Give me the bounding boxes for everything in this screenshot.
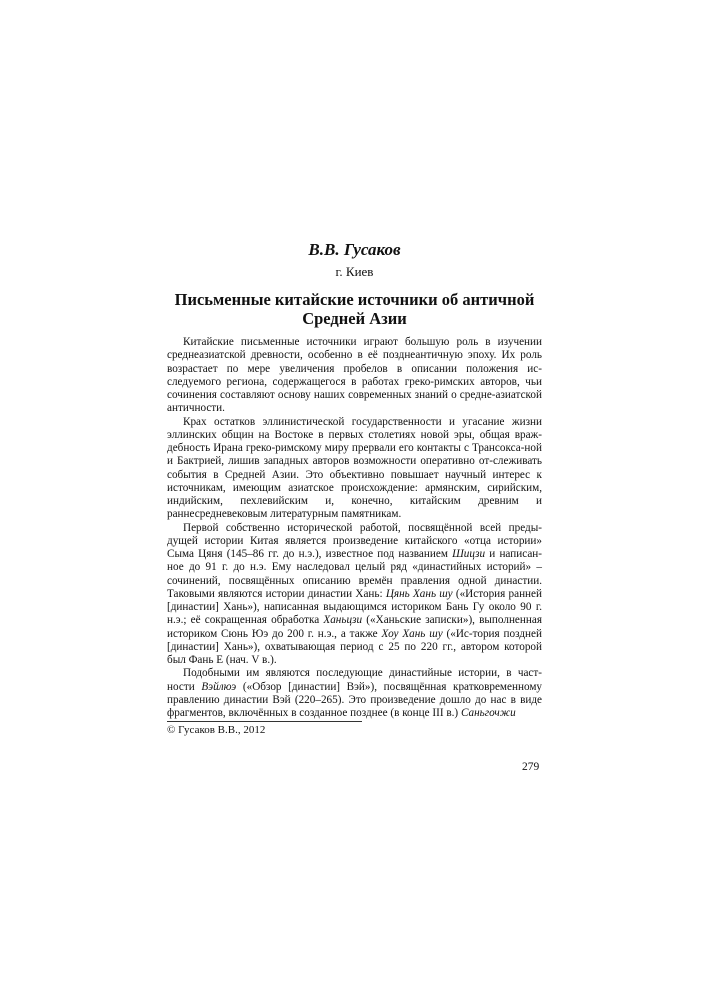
text-run: Китайские письменные источники играют большую роль в изучении среднеазиатской древности, особенно в её позднеантичную эпоху. Их роль возрастает по мере увеличения пробелов в описании положения ис-следуемого региона, содержащегося в работах греко-римских авторов, чьи сочинения составляют основу наших современных знаний о средне-азиатской античности. [167,336,542,415]
italic-title-run: Цянь Хань шу [385,587,453,600]
text-run: («Ханьские записки»), выполненная историком Сюнь Юэ до 200 г. н.э., а также [167,614,542,640]
article-title-line-2: Средней Азии [302,309,407,328]
text-run: Первой собственно исторической работой, посвящённой всей преды-дущей истории Китая является произведение китайского «отца истории» Сыма Цяня (145–86 гг. до н.э.), известное под названием [167,521,542,560]
text-run: («Ис-тория поздней [династии] Хань»), охватывающая период с 25 по 220 гг., автором которой был Фань Е (нач. V в.). [167,627,542,666]
author-city: г. Киев [335,264,374,279]
article-title-line-1: Письменные китайские источники об античной [174,290,535,309]
text-run: Подобными им являются последующие династийные истории, в част-ности [167,667,542,693]
italic-title-run: Хоу Хань шу [381,627,443,640]
italic-title-run: Саньгочжи [460,707,516,719]
copyright-footnote: © Гусаков В.В., 2012 [167,724,266,736]
article-title [150,290,559,328]
article-body [167,336,542,720]
body-paragraph [167,416,542,522]
text-run: («История ранней [династии] Хань»), написанная выдающимся историком Бань Гу около 90 г. н.э.; её сокращенная обработка [167,587,542,627]
page-number: 279 [522,761,540,773]
italic-title-run: Вэйлюэ [201,680,237,693]
text-run: и написан-ное до 91 г. до н.э. Ему наследовал целый ряд «династийных историй» – сочинений, посвящённых описанию времён правления одной династии. Таковыми являются истории династии Хань: [167,548,543,600]
italic-title-run: Ханьцзи [323,614,363,627]
text-run: («Обзор [династии] Вэй»), посвящённая кратковременному правлению династии Вэй (220–265). Это произведение дошло до нас в виде фрагментов, включённых в созданное позднее (в конце III в.) [167,680,542,719]
body-paragraph [167,336,542,416]
author-name: В.В. Гусаков [308,240,401,259]
body-paragraph [167,667,542,720]
italic-title-run: Шицзи [452,548,486,560]
text-run: Крах остатков эллинистической государственности и угасание жизни эллинских общин на Востоке в первых столетиях новой эры, общая враж-дебность Ирана греко-римскому миру прервали его контакты с Трансокса-ной и Бактрией, лишив западных авторов возможности оперативно от-слеживать события в Средней Азии. Это объективно повышает научный интерес к источникам, имеющим азиатское происхождение: армянским, сирийским, индийским, пехлевийским и, конечно, китайским древним и раннесредневековым литературным памятникам. [167,415,542,521]
body-paragraph [167,522,542,668]
footnote-divider [167,721,362,722]
